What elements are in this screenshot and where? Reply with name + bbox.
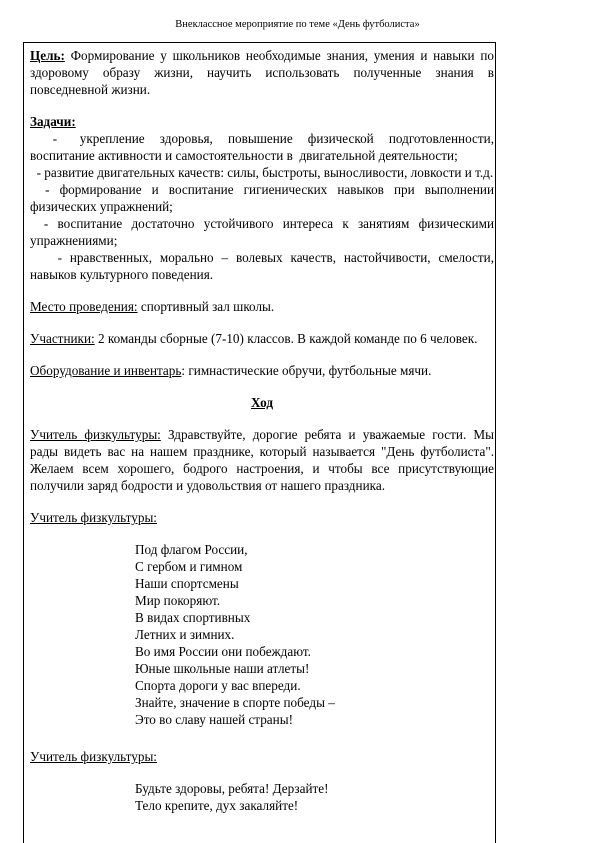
speech3-label: Учитель физкультуры: (30, 749, 157, 764)
poem-line: Под флагом России, (135, 542, 248, 557)
participants-label: Участники: (30, 331, 95, 346)
task-item: - укрепление здоровья, повышение физической подготовленности, воспитание активности и самостоятельности в двигательной деятельности; (30, 131, 498, 163)
speech1-paragraph (30, 426, 494, 494)
goal-label: Цель: (30, 48, 65, 63)
task-item: - воспитание достаточно устойчивого интереса к занятиям физическими упражнениями; (30, 216, 498, 248)
document-body (30, 47, 498, 814)
speech2-label: Учитель физкультуры: (30, 510, 157, 525)
poem-1 (30, 541, 494, 728)
speech2-paragraph (30, 509, 494, 526)
poem-line: Это во славу нашей страны! (135, 712, 293, 727)
poem-line: Тело крепите, дух закаляйте! (135, 798, 299, 813)
tasks-heading (30, 113, 494, 130)
equipment-text: : гимнастические обручи, футбольные мячи. (181, 363, 432, 378)
poem-line: Спорта дороги у вас впереди. (135, 678, 301, 693)
poem-line: Наши спортсмены (135, 576, 239, 591)
poem-line: В видах спортивных (135, 610, 251, 625)
poem-line: Будьте здоровы, ребята! Дерзайте! (135, 781, 329, 796)
venue-paragraph (30, 298, 494, 315)
poem-line: Юные школьные наши атлеты! (135, 661, 310, 676)
equipment-label: Оборудование и инвентарь (30, 363, 182, 378)
poem-line: С гербом и гимном (135, 559, 243, 574)
participants-text: 2 команды сборные (7-10) классов. В каждой команде по 6 человек. (94, 331, 478, 346)
document-header: Внеклассное мероприятие по теме «День футболиста» (175, 19, 420, 30)
goal-paragraph (30, 47, 494, 98)
task-item: - развитие двигательных качеств: силы, быстроты, выносливости, ловкости и т.д. (30, 165, 494, 180)
poem-2 (30, 780, 494, 814)
poem-line: Мир покоряют. (135, 593, 221, 608)
speech1-label: Учитель физкультуры: (30, 427, 161, 442)
poem-line: Во имя России они побеждают. (135, 644, 311, 659)
task-item: - нравственных, морально – волевых качеств, настойчивости, смелости, навыков культурного поведения. (30, 250, 498, 282)
poem-line: Знайте, значение в спорте победы – (135, 695, 335, 710)
tasks-label: Задачи: (30, 114, 76, 129)
speech1-text: Здравствуйте, дорогие ребята и уважаемые гости. Мы рады видеть вас на нашем празднике, который называется "День футболиста". Желаем всем хорошего, бодрого настроения, и чтобы все присутствующие получили заряд бодрости и удовольствия от нашего праздника. (30, 427, 494, 493)
task-item: - формирование и воспитание гигиенических навыков при выполнении физических упражнений; (30, 182, 498, 214)
speech3-paragraph (30, 748, 494, 765)
poem-line: Летних и зимних. (135, 627, 235, 642)
venue-text: спортивный зал школы. (137, 299, 275, 314)
course-title: Ход (250, 395, 273, 410)
goal-text: Формирование у школьников необходимые знания, умения и навыки по здоровому образу жизни, научить использовать полученные знания в повседневной жизни. (30, 48, 494, 97)
venue-label: Место проведения: (30, 299, 138, 314)
participants-paragraph (30, 330, 494, 347)
equipment-paragraph (30, 362, 494, 379)
